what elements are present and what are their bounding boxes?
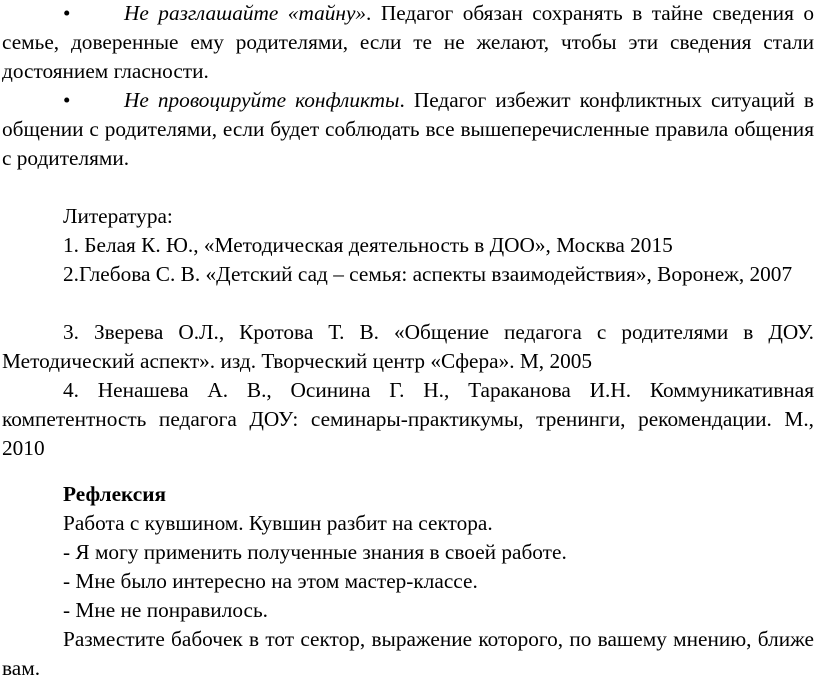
literature-item: 3. Зверева О.Л., Кротова Т. В. «Общение педагога с родителями в ДОУ. Методический аспект». изд. Творческий центр «Сфера». М, 2005 <box>2 320 814 373</box>
reflection-line: - Мне не понравилось. <box>63 598 268 622</box>
reflection-line: - Я могу применить полученные знания в своей работе. <box>63 540 567 564</box>
bullet-italic-text: Не провоцируйте конфликты <box>124 88 400 112</box>
reflection-heading <box>2 480 814 509</box>
literature-heading: Литература: <box>63 204 173 228</box>
literature-item: 1. Белая К. Ю., «Методическая деятельность в ДОО», Москва 2015 <box>63 233 673 257</box>
literature-item: 4. Ненашева А. В., Осинина Г. Н., Тараканова И.Н. Коммуникативная компетентность педагога ДОУ: семинары-практикумы, тренинги, рекомендации. М., 2010 <box>2 378 814 460</box>
bullet-item <box>2 86 814 173</box>
bullet-text: . Педагог избежит конфликтных ситуаций в общении с родителями, если будет соблюдать все вышеперечисленные правила общения с родителями. <box>2 88 814 170</box>
bullet-marker: • <box>63 1 71 25</box>
reflection-line: - Мне было интересно на этом мастер-классе. <box>63 569 478 593</box>
reflection-final: Разместите бабочек в тот сектор, выражение которого, по вашему мнению, ближе вам. <box>2 627 814 680</box>
bullet-text: . Педагог обязан сохранять в тайне сведения о семье, доверенные ему родителями, если те не желают, чтобы эти сведения стали достоянием гласности. <box>2 1 814 83</box>
bullet-item <box>2 0 814 86</box>
bullet-italic-text: Не разглашайте «тайну» <box>124 1 367 25</box>
bullet-marker: • <box>63 88 71 112</box>
literature-item: 2.Глебова С. В. «Детский сад – семья: аспекты взаимодействия», Воронеж, 2007 <box>63 262 793 286</box>
reflection-heading-text: Рефлексия <box>63 482 167 506</box>
reflection-line: Работа с кувшином. Кувшин разбит на сектора. <box>63 511 493 535</box>
